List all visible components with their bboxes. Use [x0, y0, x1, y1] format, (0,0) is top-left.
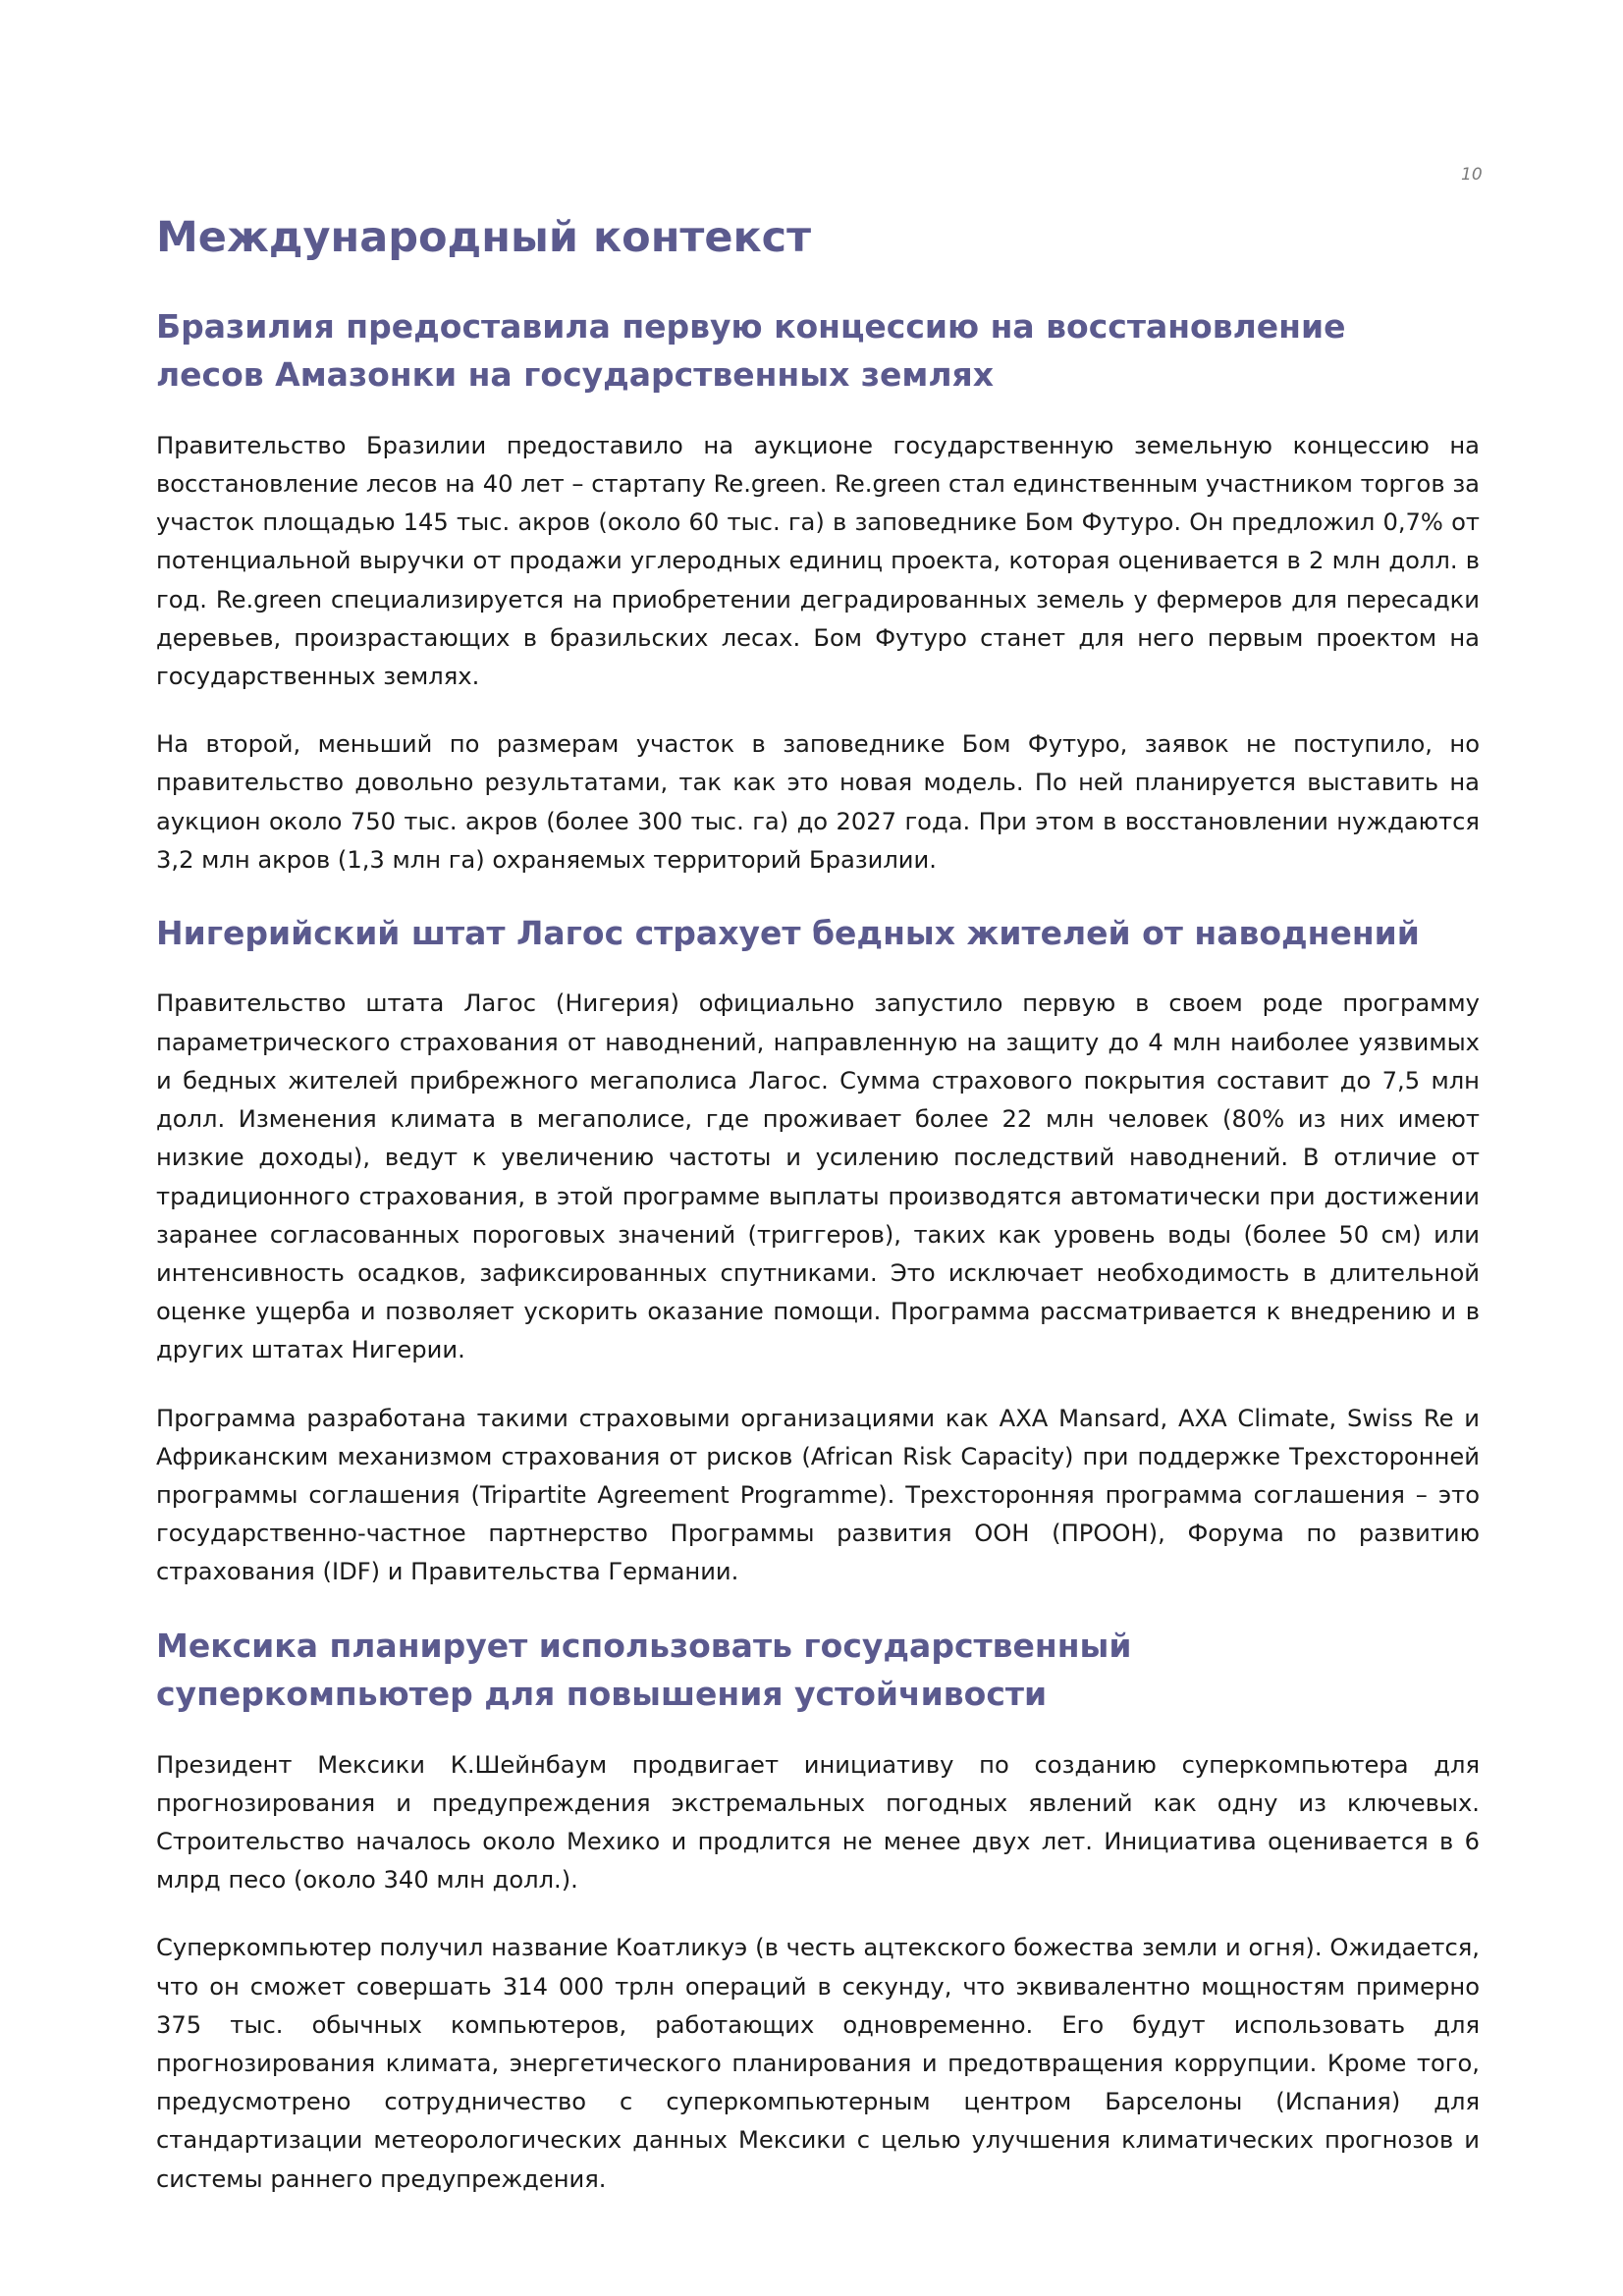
paragraph: На второй, меньший по размерам участок в заповеднике Бом Футуро, заявок не поступило, но правительство довольно результатами, так как это новая модель. По ней планируется выставить на аукцион около 750 тыс. акров (более 300 тыс. га) до 2027 года. При этом в восстановлении нуждаются 3,2 млн акров (1,3 млн га) охраняемых территорий Бразилии.: [156, 730, 1480, 874]
section-heading: Нигерийский штат Лагос страхует бедных жителей от наводнений: [156, 913, 1420, 952]
page-number: 10: [1461, 165, 1483, 185]
paragraph: Правительство штата Лагос (Нигерия) официально запустило первую в своем роде программу параметрического страхования от наводнений, направленную на защиту до 4 млн наиболее уязвимых и бедных жителей прибрежного мегаполиса Лагос. Сумма страхового покрытия составит до 7,5 млн долл. Изменения климата в мегаполисе, где проживает более 22 млн человек (80% из них имеют низкие доходы), ведут к увеличению частоты и усилению последствий наводнений. В отличие от традиционного страхования, в этой программе выплаты производятся автоматически при достижении заранее согласованных пороговых значений (триггеров), таких как уровень воды (более 50 см) или интенсивность осадков, зафиксированных спутниками. Это исключает необходимость в длительной оценке ущерба и позволяет ускорить оказание помощи. Программа рассматривается к внедрению и в других штатах Нигерии.: [156, 989, 1480, 1364]
section-lagos: [156, 909, 1480, 1592]
paragraph: Президент Мексики К.Шейнбаум продвигает инициативу по созданию суперкомпьютера для прогнозирования и предупреждения экстремальных погодных явлений как одну из ключевых. Строительство началось около Мехико и продлится не менее двух лет. Инициатива оценивается в 6 млрд песо (около 340 млн долл.).: [156, 1750, 1480, 1895]
page-title: Международный контекст: [156, 213, 812, 262]
paragraph: Суперкомпьютер получил название Коатликуэ (в честь ацтекского божества земли и огня). Ожидается, что он сможет совершать 314 000 трлн операций в секунду, что эквивалентно мощностям примерно 375 тыс. обычных компьютеров, работающих одновременно. Его будут использовать для прогнозирования климата, энергетического планирования и предотвращения коррупции. Кроме того, предусмотрено сотрудничество с суперкомпьютерным центром Барселоны (Испания) для стандартизации метеорологических данных Мексики с целью улучшения климатических прогнозов и системы раннего предупреждения.: [156, 1934, 1480, 2193]
document-body: [156, 212, 1480, 2228]
section-heading: Мексика планирует использовать государственный суперкомпьютер для повышения устойчивости: [156, 1626, 1132, 1714]
paragraph: Правительство Бразилии предоставило на аукционе государственную земельную концессию на восстановление лесов на 40 лет – стартапу Re.green. Re.green стал единственным участником торгов за участок площадью 145 тыс. акров (около 60 тыс. га) в заповеднике Бом Футуро. Он предложил 0,7% от потенциальной выручки от продажи углеродных единиц проекта, которая оценивается в 2 млн долл. в год. Re.green специализируется на приобретении деградированных земель у фермеров для пересадки деревьев, произрастающих в бразильских лесах. Бом Футуро станет для него первым проектом на государственных землях.: [156, 431, 1480, 690]
section-heading: Бразилия предоставила первую концессию на восстановление лесов Амазонки на государственных землях: [156, 306, 1346, 395]
section-mexico: [156, 1622, 1480, 2199]
paragraph: Программа разработана такими страховыми организациями как AXA Mansard, AXA Climate, Swiss Re и Африканским механизмом страхования от рисков (African Risk Capacity) при поддержке Трехсторонней программы соглашения (Tripartite Agreement Programme). Трехсторонняя программа соглашения – это государственно-частное партнерство Программы развития ООН (ПРООН), Форума по развитию страхования (IDF) и Правительства Германии.: [156, 1404, 1480, 1586]
section-brazil: [156, 302, 1480, 880]
